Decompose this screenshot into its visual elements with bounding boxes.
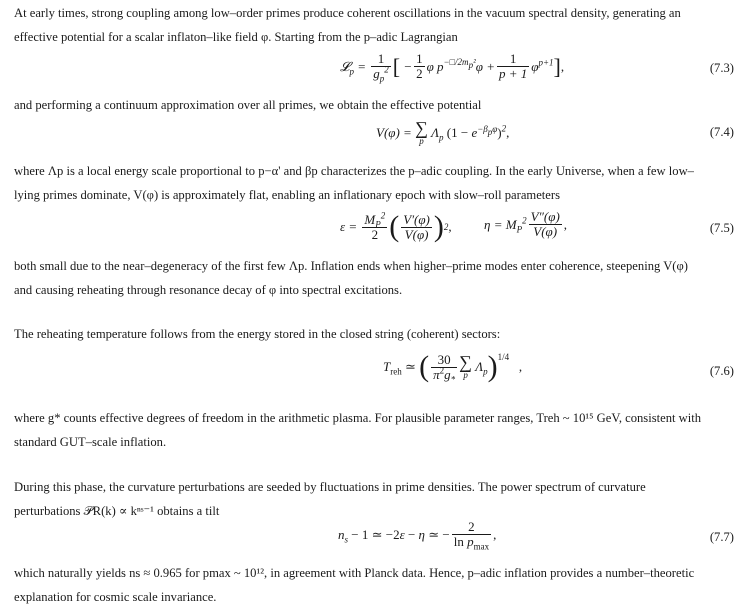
equation-number: (7.5) xyxy=(709,221,734,235)
paragraph-reheating-end-line2: and causing reheating through resonance decay of φ into spectral excitations. xyxy=(14,282,403,297)
eta-expression: $\eta = M_P^2$ $\frac{V''(\varphi)}{V(\varphi)}$ , xyxy=(484,209,568,239)
paragraph-perturbations xyxy=(14,476,736,523)
paragraph-perturbations-line1: During this phase, the curvature perturbations are seeded by fluctuations in prime densities. The power spectrum of curvature xyxy=(14,480,646,494)
paragraph-temperature xyxy=(14,323,736,347)
equation-number: (7.4) xyxy=(709,125,734,139)
equation-7-6 xyxy=(0,348,752,402)
paragraph-perturbations-line2: perturbations 𝒫R(k) ∝ kⁿˢ⁻¹ obtains a tilt xyxy=(14,503,220,518)
paragraph-conclusion xyxy=(14,562,736,609)
paragraph-conclusion-line2: explanation for cosmic scale invariance. xyxy=(14,589,217,604)
paragraph-continuum-text: and performing a continuum approximation over all primes, we obtain the effective potential xyxy=(14,98,482,112)
equation-7-3 xyxy=(0,50,752,90)
paragraph-continuum xyxy=(14,94,736,118)
equation-7-5 xyxy=(0,208,752,252)
paragraph-slow-roll xyxy=(14,160,736,207)
equation-number: (7.7) xyxy=(709,530,734,544)
spectral-tilt-expression: $n_s - 1$ ≃ −2ε − η ≃ − $\frac{2}{\ln p_{max}}$ , xyxy=(338,519,497,552)
paragraph-gut-scale-line1: where g* counts effective degrees of freedom in the arithmetic plasma. For plausible parameter ranges, Treh ~ 10¹⁵ GeV, consistent with xyxy=(14,411,702,425)
reheating-temperature-expression: $T_{reh}$ ≃ ( $\frac{30}{\pi^2g_*}$ ∑ p $\Lambda_p$ ) $^{1/4}$ , xyxy=(383,350,523,385)
equation-number: (7.3) xyxy=(709,61,734,75)
epsilon-expression: ε = $\frac{M_P^2}{2}$ ( $\frac{V'(\varphi)}{V(\varphi)}$ ) 2 , xyxy=(340,210,452,243)
equation-7-4 xyxy=(0,120,752,160)
paragraph-gut-scale-line2: standard GUT–scale inflation. xyxy=(14,434,167,449)
equation-7-7 xyxy=(0,520,752,560)
equation-number: (7.6) xyxy=(709,364,734,378)
paragraph-intro-line2: effective potential for a scalar inflaton–like field φ. Starting from the p–adic Lagrangian xyxy=(14,29,458,44)
effective-potential-expression: V(φ) = ∑ p $\Lambda_p$ $(1 - e^{-\beta_p\varphi})^2$, xyxy=(376,118,510,146)
paragraph-temperature-text: The reheating temperature follows from the energy stored in the closed string (coherent) sectors: xyxy=(14,327,501,341)
paragraph-slow-roll-line1: where Λp is a local energy scale proportional to p−α' and βp characterizes the p–adic coupling. In the early Universe, when a few low– xyxy=(14,164,694,178)
paragraph-reheating-end xyxy=(14,255,736,302)
paragraph-gut-scale xyxy=(14,407,736,454)
paragraph-conclusion-line1: which naturally yields ns ≈ 0.965 for pmax ~ 10¹², in agreement with Planck data. Hence, p–adic inflation provides a number–theoretic xyxy=(14,566,695,580)
paragraph-reheating-end-line1: both small due to the near–degeneracy of the first few Λp. Inflation ends when higher–prime modes enter coherence, steepening V(φ) xyxy=(14,259,688,273)
paragraph-intro xyxy=(14,2,736,49)
paragraph-intro-line1: At early times, strong coupling among low–order primes produce coherent oscillations in the vacuum spectral density, generating an xyxy=(14,6,681,20)
paragraph-slow-roll-line2: lying primes dominate, V(φ) is approximately flat, enabling an inflationary epoch with slow–roll parameters xyxy=(14,187,560,202)
lagrangian-expression: 𝓛$_p$ = $\frac{1}{g_p^2}$ [ − $\frac{1}{2}$ φ $p^{-□/2m_p^2}\varphi$ + $\frac{1}{p + 1}$ $\varphi^{p+1}$ ] , xyxy=(340,51,565,84)
